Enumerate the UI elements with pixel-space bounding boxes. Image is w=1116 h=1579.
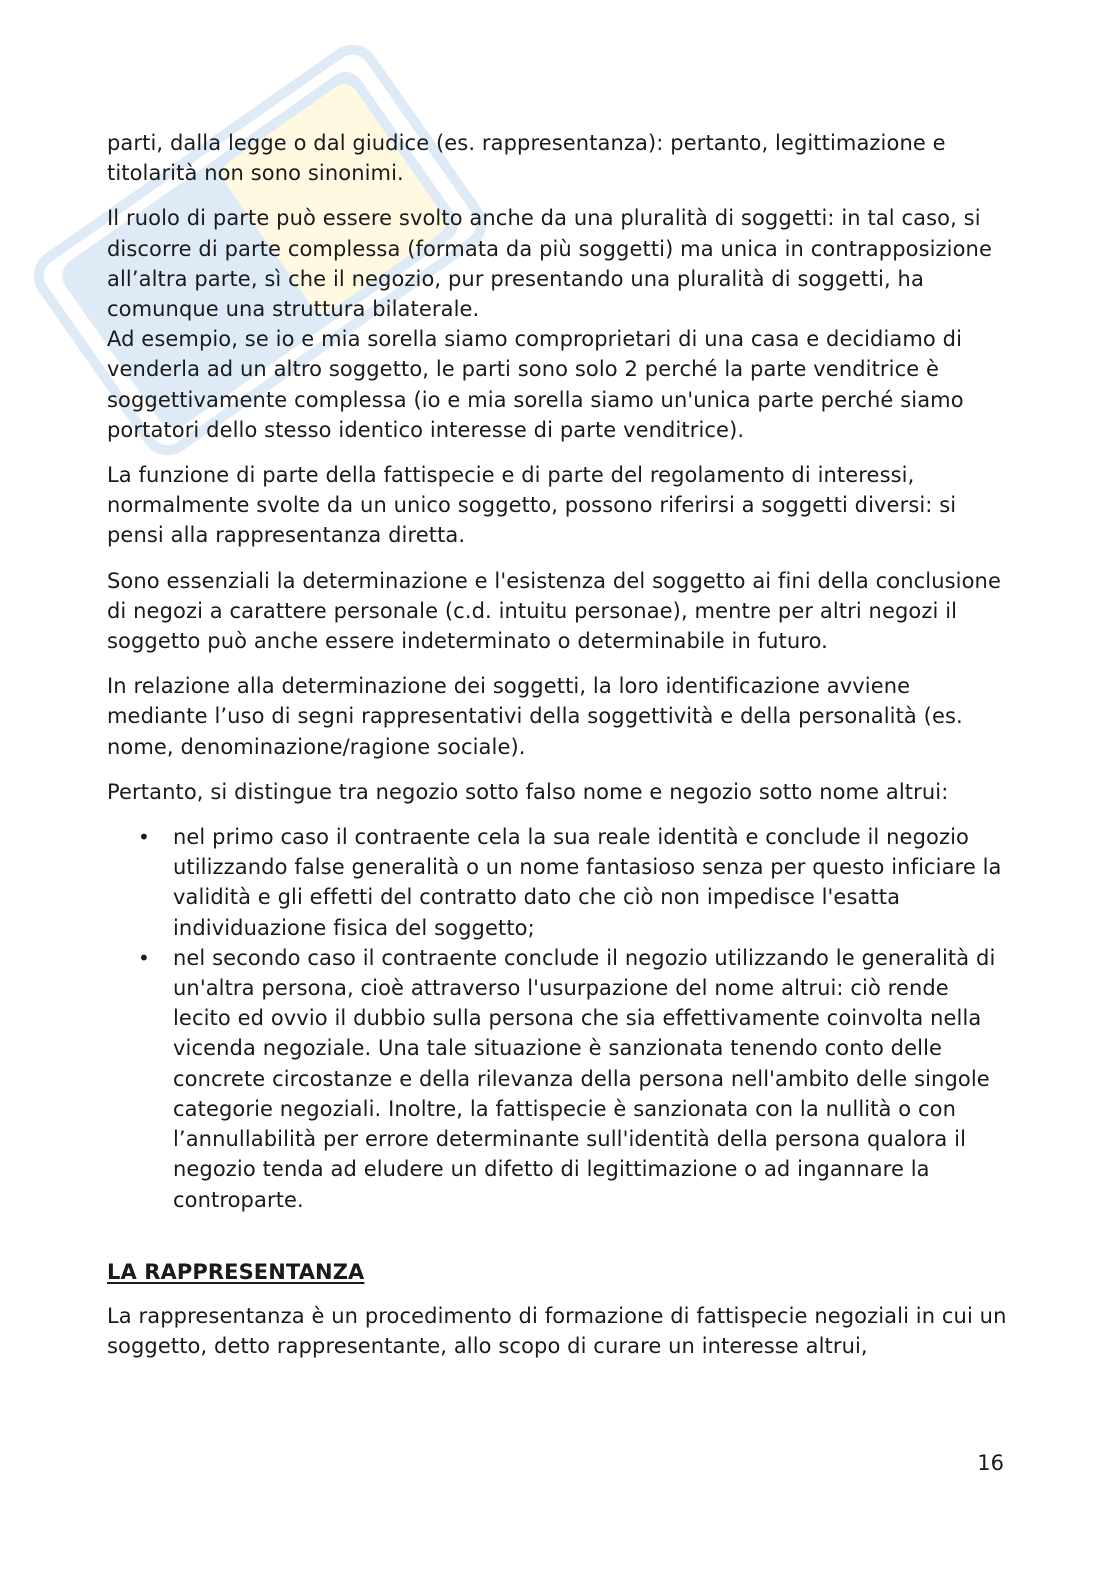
list-item-text: nel primo caso il contraente cela la sua reale identità e conclude il negozio utilizzando false generalità o un nome fantasioso senza per questo inficiare la validità e gli effetti del contratto dato che ciò non impedisce l'esatta individuazione fisica del soggetto; <box>173 825 1002 940</box>
paragraph: In relazione alla determinazione dei soggetti, la loro identificazione avviene mediante l’uso di segni rappresentativi della soggettività e della personalità (es. nome, denominazione/ragione sociale). <box>107 674 963 759</box>
section-heading: LA RAPPRESENTANZA <box>107 1259 365 1284</box>
document-body <box>107 128 1012 1376</box>
bullet-icon: • <box>138 945 150 970</box>
list-item <box>107 822 1012 943</box>
paragraph: Ad esempio, se io e mia sorella siamo comproprietari di una casa e decidiamo di venderla ad un altro soggetto, le parti sono solo 2 perché la parte venditrice è soggettivamente complessa (io e mia sorella siamo un'unica parte perché siamo portatori dello stesso identico interesse di parte venditrice). <box>107 327 964 442</box>
bullet-icon: • <box>138 825 150 850</box>
list-item <box>107 943 1012 1215</box>
paragraph: Sono essenziali la determinazione e l'esistenza del soggetto ai fini della conclusione di negozi a carattere personale (c.d. intuitu personae), mentre per altri negozi il soggetto può anche essere indeterminato o determinabile in futuro. <box>107 568 1001 654</box>
page-number: 16 <box>977 1451 1004 1475</box>
paragraph: La funzione di parte della fattispecie e di parte del regolamento di interessi, normalmente svolte da un unico soggetto, possono riferirsi a soggetti diversi: si pensi alla rappresentanza diretta. <box>107 463 957 548</box>
paragraph: Il ruolo di parte può essere svolto anche da una pluralità di soggetti: in tal caso, si discorre di parte complessa (formata da più soggetti) ma unica in contrapposizione all’altra parte, sì che il negozio, pur presentando una pluralità di soggetti, ha comunque una struttura bilaterale. <box>107 206 992 322</box>
paragraph: La rappresentanza è un procedimento di formazione di fattispecie negoziali in cui un soggetto, detto rappresentante, allo scopo di curare un interesse altrui, <box>107 1303 1007 1358</box>
paragraph: Pertanto, si distingue tra negozio sotto falso nome e negozio sotto nome altrui: <box>107 779 949 804</box>
bullet-list <box>107 822 1012 1215</box>
list-item-text: nel secondo caso il contraente conclude il negozio utilizzando le generalità di un'altra persona, cioè attraverso l'usurpazione del nome altrui: ciò rende lecito ed ovvio il dubbio sulla persona che sia effettivamente coinvolta nella vicenda negoziale. Una tale situazione è sanzionata tenendo conto delle concrete circostanze e della rilevanza della persona nell'ambito delle singole categorie negoziali. Inoltre, la fattispecie è sanzionata con la nullità o con l’annullabilità per errore determinante sull'identità della persona qualora il negozio tenda ad eludere un difetto di legittimazione o ad ingannare la controparte. <box>173 945 996 1212</box>
paragraph: parti, dalla legge o dal giudice (es. rappresentanza): pertanto, legittimazione e titolarità non sono sinonimi. <box>107 131 946 186</box>
